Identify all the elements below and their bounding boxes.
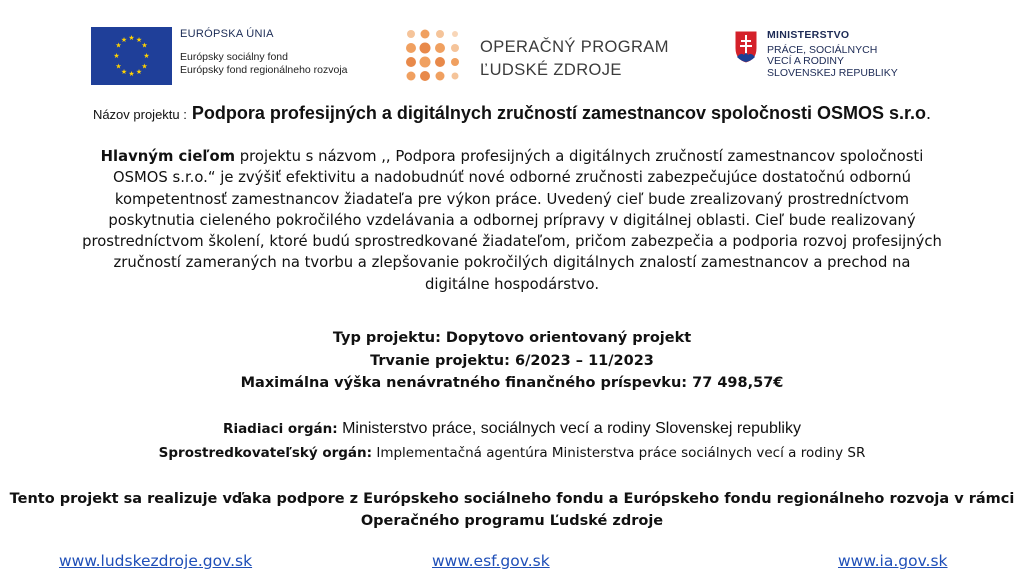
- intermediary-body-label: Sprostredkovateľský orgán:: [158, 445, 373, 461]
- project-type: Typ projektu: Dopytovo orientovaný projekt: [332, 330, 692, 346]
- op-logo-line2: ĽUDSKÉ ZDROJE: [480, 61, 622, 79]
- project-description: [80, 146, 944, 295]
- svg-text:★: ★: [143, 52, 150, 60]
- funding-note: Tento projekt sa realizuje vďaka podpore z Európskeho sociálneho fondu a Európskeho fondu regionálneho rozvoja v rámci Operačného programu Ľudské zdroje: [9, 491, 1015, 529]
- svg-text:★: ★: [135, 36, 143, 44]
- intermediary-body: [0, 442, 1024, 464]
- eu-logo-title: EURÓPSKA ÚNIA: [180, 28, 274, 40]
- svg-text:★: ★: [128, 34, 135, 42]
- svg-text:★: ★: [120, 36, 128, 44]
- project-duration: Trvanie projektu: 6/2023 – 11/2023: [370, 352, 654, 369]
- managing-authority: [0, 418, 1024, 440]
- op-logo-text: [480, 36, 669, 82]
- project-name-label: Názov projektu :: [92, 107, 187, 122]
- project-details: [0, 327, 1024, 395]
- managing-authority-label: Riadiaci orgán:: [223, 421, 338, 437]
- eu-logo-line2: Európsky fond regionálneho rozvoja: [180, 64, 348, 76]
- ministry-logo-line1: PRÁCE, SOCIÁLNYCH: [767, 43, 878, 56]
- link-ludskezdroje[interactable]: www.ludskezdroje.gov.sk: [59, 552, 253, 570]
- svg-text:★: ★: [141, 62, 148, 71]
- managing-authority-value: Ministerstvo práce, sociálnych vecí a rodiny Slovenskej republiky: [337, 420, 801, 437]
- svg-text:★: ★: [135, 68, 143, 76]
- link-esf[interactable]: www.esf.gov.sk: [432, 552, 550, 570]
- logo-bar: [0, 0, 1024, 100]
- svg-text:★: ★: [141, 41, 148, 50]
- slovak-coat-of-arms-icon: [734, 30, 758, 64]
- ministry-logo-title: MINISTERSTVO: [767, 29, 850, 41]
- ministry-logo-line2: VECÍ A RODINY: [767, 55, 845, 67]
- project-title: [0, 101, 1024, 127]
- project-name: Podpora profesijných a digitálnych zručností zamestnancov spoločnosti OSMOS s.r.o: [191, 103, 927, 123]
- description-text: projektu s názvom ,, Podpora profesijných a digitálnych zručností zamestnancov spoločnosti OSMOS s.r.o.“ je zvýšiť efektivitu a nadobudnúť nové odborné zručnosti zabezpečujúce dostatočnú odbornú kompetentnosť zamestnancov žiadateľa pre výkon práce. Uvedený cieľ bude zrealizovaný prostredníctvom poskytnutia cieleného pokročilého vzdelávania a odbornej prípravy v digitálnej oblasti. Cieľ bude realizovaný prostredníctvom školení, ktoré budú sprostredkované žiadateľom, pričom zabezpečia a podporia rozvoj profesijných zručností zameraných na tvorbu a zlepšovanie pokročilých digitálnych znalostí zamestnancov a prechod na digitálne hospodárstvo.: [82, 148, 942, 293]
- intermediary-body-value: Implementačná agentúra Ministerstva práce sociálnych vecí a rodiny SR: [372, 445, 866, 461]
- eu-logo-line1: Európsky sociálny fond: [180, 51, 288, 63]
- ministry-logo-line3: SLOVENSKEJ REPUBLIKY: [767, 66, 898, 79]
- svg-text:★: ★: [120, 68, 128, 76]
- svg-text:★: ★: [115, 41, 122, 50]
- description-lead: Hlavným cieľom: [100, 148, 236, 165]
- eu-logo-text: [180, 28, 348, 77]
- op-logo-line1: OPERAČNÝ PROGRAM: [480, 38, 669, 56]
- project-name-end: .: [926, 103, 932, 123]
- svg-text:★: ★: [115, 62, 122, 71]
- svg-text:★: ★: [128, 70, 135, 78]
- svg-text:★: ★: [113, 52, 120, 60]
- ministry-logo-text: [767, 30, 898, 79]
- eu-flag-icon: [91, 27, 172, 85]
- op-logo-icon: [403, 28, 465, 82]
- project-max-amount: Maximálna výška nenávratného finančného príspevku: 77 498,57€: [240, 375, 784, 391]
- link-ia[interactable]: www.ia.gov.sk: [838, 552, 948, 570]
